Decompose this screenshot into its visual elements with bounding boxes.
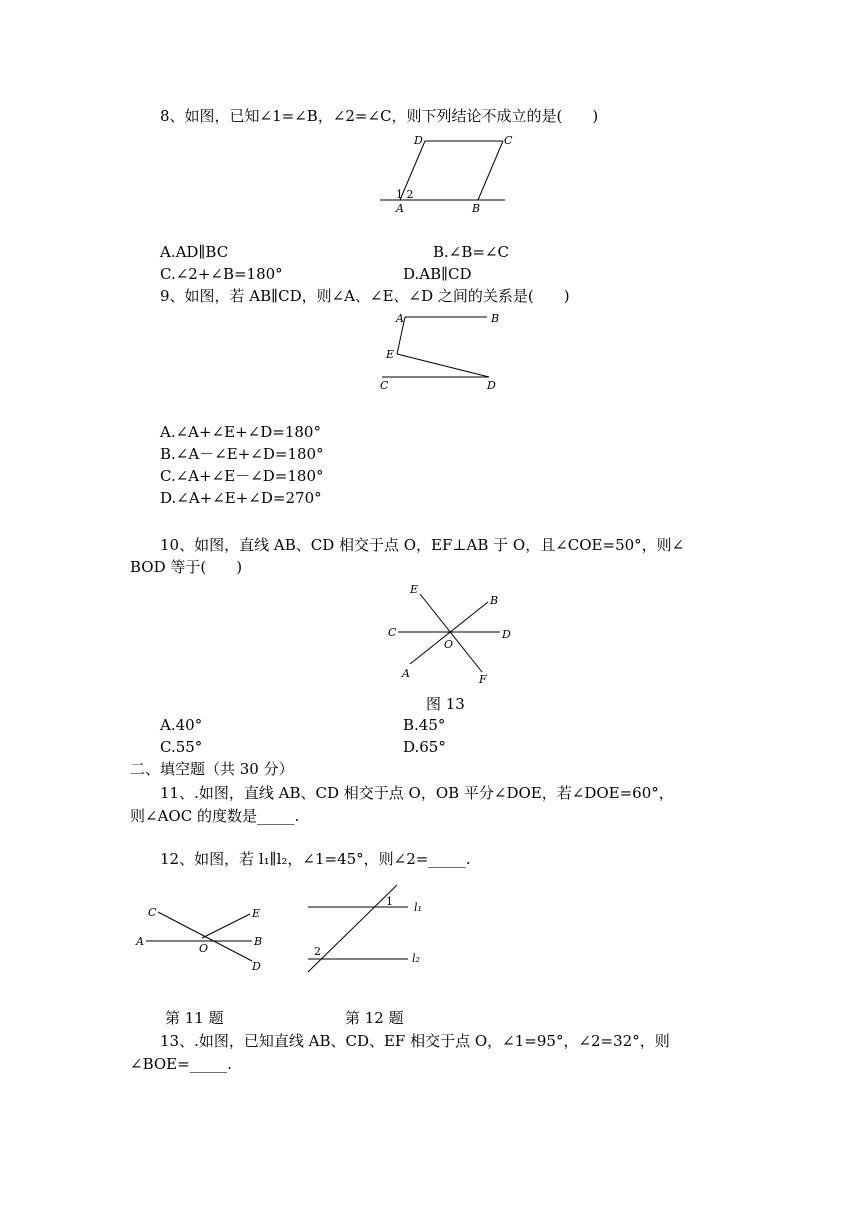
section2-heading: 二、填空题（共 30 分） xyxy=(130,760,294,778)
q11-label-e: E xyxy=(252,907,261,920)
q10-option-a: A.40° xyxy=(160,716,203,734)
q12-label-l1: l₁ xyxy=(414,901,422,914)
q13-line2: ∠BOE=_____. xyxy=(130,1055,232,1073)
q10-label-a: A xyxy=(402,667,410,680)
q8-option-c: C.∠2+∠B=180° xyxy=(160,265,283,283)
q8-label-angles: 1 2 xyxy=(396,188,414,201)
q8-stem: 8、如图，已知∠1=∠B，∠2=∠C，则下列结论不成立的是( ) xyxy=(160,107,599,125)
q10-label-e: E xyxy=(410,583,419,596)
q9-option-c: C.∠A+∠E－∠D=180° xyxy=(160,467,324,485)
q8-label-c: C xyxy=(504,134,513,147)
q8-option-a: A.AD∥BC xyxy=(160,243,229,261)
q11-label-a: A xyxy=(136,935,144,948)
q12-label-angle1: 1 xyxy=(386,895,393,908)
q9-stem: 9、如图，若 AB∥CD，则∠A、∠E、∠D 之间的关系是( ) xyxy=(160,287,570,305)
q11-label-c: C xyxy=(148,906,157,919)
q9-parallel-lines-figure xyxy=(375,308,505,396)
q8-label-b: B xyxy=(472,202,481,215)
q8-option-d: D.AB∥CD xyxy=(403,265,472,283)
q10-line-ef xyxy=(420,594,482,672)
q10-label-o: O xyxy=(444,638,454,651)
q10-option-b: B.45° xyxy=(403,716,446,734)
q10-figure-caption: 图 13 xyxy=(426,695,465,713)
q10-label-f: F xyxy=(479,673,487,686)
q11-ray-oe xyxy=(202,914,250,938)
q9-label-b: B xyxy=(491,312,500,325)
q9-option-b: B.∠A－∠E+∠D=180° xyxy=(160,445,324,463)
q10-line-ab xyxy=(410,602,488,664)
q12-label-l2: l₂ xyxy=(412,952,420,965)
q9-label-a: A xyxy=(396,312,404,325)
q10-intersecting-lines-figure xyxy=(380,580,520,688)
q8-label-a: A xyxy=(396,202,404,215)
q11-line1: 11、.如图，直线 AB、CD 相交于点 O，OB 平分∠DOE，若∠DOE=60°， xyxy=(160,784,674,802)
q13-line1: 13、.如图，已知直线 AB、CD、EF 相交于点 O，∠1=95°，∠2=32°，则 xyxy=(160,1032,670,1050)
q12-figure-caption: 第 12 题 xyxy=(345,1009,404,1027)
q9-label-c: C xyxy=(380,379,389,392)
q10-label-b: B xyxy=(490,594,499,607)
q10-stem-line1: 10、如图，直线 AB、CD 相交于点 O，EF⊥AB 于 O，且∠COE=50°，则∠ xyxy=(160,536,685,554)
q11-label-d: D xyxy=(252,960,261,973)
q8-label-d: D xyxy=(414,134,423,147)
q12-stem: 12、如图，若 l₁∥l₂，∠1=45°，则∠2=_____. xyxy=(160,850,471,868)
q10-label-d: D xyxy=(502,628,511,641)
q12-label-angle2: 2 xyxy=(314,945,321,958)
q11-label-b: B xyxy=(254,935,263,948)
q9-segment-ed xyxy=(397,354,489,377)
q11-figure-caption: 第 11 题 xyxy=(165,1009,224,1027)
q11-line2: 则∠AOC 的度数是_____. xyxy=(130,807,300,825)
q10-stem-line2: BOD 等于( ) xyxy=(130,558,243,576)
q8-option-b: B.∠B=∠C xyxy=(433,243,509,261)
q9-option-a: A.∠A+∠E+∠D=180° xyxy=(160,423,321,441)
q10-option-d: D.65° xyxy=(403,738,446,756)
q11-figure xyxy=(130,898,270,978)
q9-label-e: E xyxy=(386,348,395,361)
q9-option-d: D.∠A+∠E+∠D=270° xyxy=(160,489,322,507)
q8-parallelogram-figure xyxy=(370,128,530,220)
q11-label-o: O xyxy=(199,942,209,955)
q12-figure xyxy=(300,880,440,980)
q10-option-c: C.55° xyxy=(160,738,203,756)
q8-side-cb xyxy=(478,141,503,200)
q10-label-c: C xyxy=(388,626,397,639)
q9-label-d: D xyxy=(487,379,496,392)
